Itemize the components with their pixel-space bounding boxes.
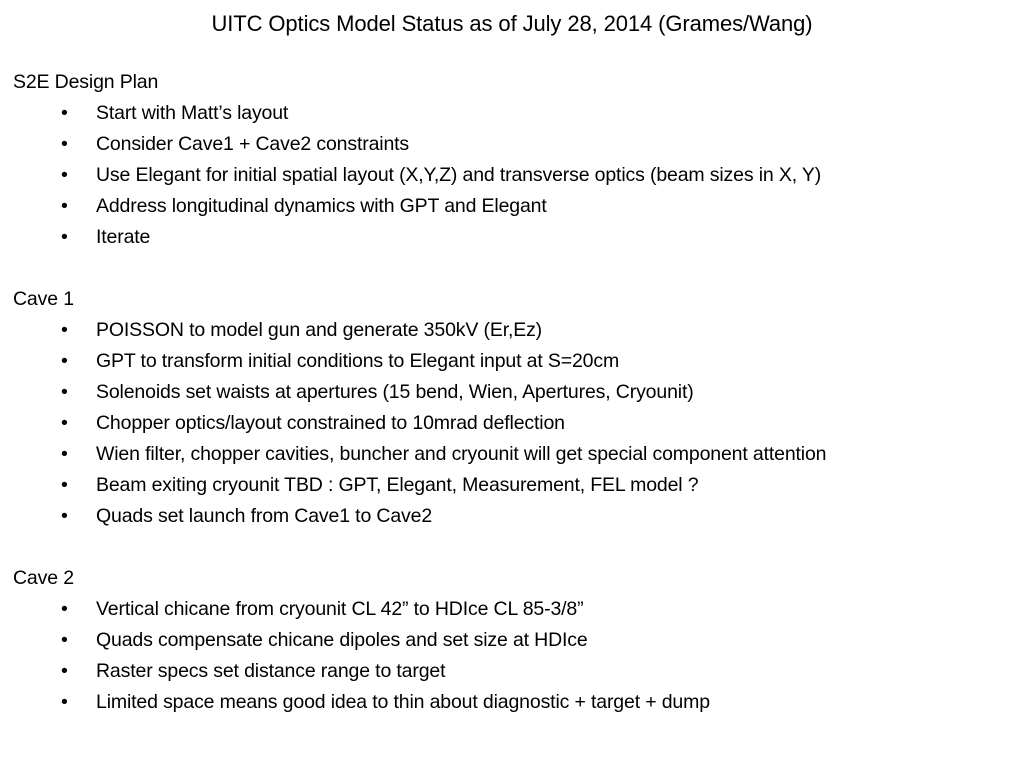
bullet-icon: •	[61, 319, 68, 341]
bullet-icon: •	[61, 412, 68, 434]
bullet-text: POISSON to model gun and generate 350kV (Er,Ez)	[96, 319, 543, 341]
bullet-item	[13, 160, 1018, 191]
bullet-icon: •	[61, 660, 68, 682]
bullet-icon: •	[61, 505, 68, 527]
bullet-icon: •	[61, 195, 68, 217]
bullet-text: Beam exiting cryounit TBD : GPT, Elegant, Measurement, FEL model ?	[96, 474, 699, 496]
bullet-item	[13, 346, 1018, 377]
section-heading-s2e-design-plan: S2E Design Plan	[13, 71, 159, 93]
bullet-text: Wien filter, chopper cavities, buncher and cryounit will get special component attention	[96, 443, 827, 465]
bullet-item	[13, 129, 1018, 160]
bullet-item	[13, 222, 1018, 253]
section-spacer	[13, 532, 1018, 563]
bullet-icon: •	[61, 598, 68, 620]
bullet-icon: •	[61, 226, 68, 248]
bullet-text: Iterate	[96, 226, 151, 248]
bullet-item	[13, 98, 1018, 129]
bullet-icon: •	[61, 474, 68, 496]
bullet-item	[13, 191, 1018, 222]
bullet-text: Vertical chicane from cryounit CL 42” to HDIce CL 85-3/8”	[96, 598, 584, 620]
bullet-icon: •	[61, 350, 68, 372]
bullet-item	[13, 656, 1018, 687]
bullet-text: Address longitudinal dynamics with GPT and Elegant	[96, 195, 547, 217]
bullet-text: Start with Matt’s layout	[96, 102, 289, 124]
bullet-text: Raster specs set distance range to target	[96, 660, 446, 682]
bullet-text: Solenoids set waists at apertures (15 bend, Wien, Apertures, Cryounit)	[96, 381, 694, 403]
bullet-item	[13, 439, 1018, 470]
bullet-text: GPT to transform initial conditions to Elegant input at S=20cm	[96, 350, 620, 372]
bullet-icon: •	[61, 443, 68, 465]
bullet-item	[13, 687, 1018, 718]
bullet-list-cave-1	[13, 315, 1018, 532]
section-spacer	[13, 253, 1018, 284]
bullet-icon: •	[61, 381, 68, 403]
bullet-text: Chopper optics/layout constrained to 10mrad deflection	[96, 412, 565, 434]
bullet-item	[13, 594, 1018, 625]
bullet-text: Quads set launch from Cave1 to Cave2	[96, 505, 433, 527]
section-heading-cave-1: Cave 1	[13, 288, 74, 310]
bullet-text: Consider Cave1 + Cave2 constraints	[96, 133, 410, 155]
bullet-icon: •	[61, 691, 68, 713]
bullet-icon: •	[61, 164, 68, 186]
bullet-item	[13, 408, 1018, 439]
bullet-text: Use Elegant for initial spatial layout (X,Y,Z) and transverse optics (beam sizes in X, Y)	[96, 164, 822, 186]
bullet-text: Limited space means good idea to thin about diagnostic + target + dump	[96, 691, 710, 713]
bullet-icon: •	[61, 102, 68, 124]
bullet-item	[13, 625, 1018, 656]
bullet-list-cave-2	[13, 594, 1018, 718]
bullet-icon: •	[61, 133, 68, 155]
bullet-item	[13, 470, 1018, 501]
bullet-icon: •	[61, 629, 68, 651]
bullet-item	[13, 377, 1018, 408]
bullet-list-s2e-design-plan	[13, 98, 1018, 253]
bullet-text: Quads compensate chicane dipoles and set size at HDIce	[96, 629, 588, 651]
slide-title: UITC Optics Model Status as of July 28, 2014 (Grames/Wang)	[211, 11, 813, 36]
bullet-item	[13, 501, 1018, 532]
section-heading-cave-2: Cave 2	[13, 567, 74, 589]
bullet-item	[13, 315, 1018, 346]
slide-body	[13, 67, 1018, 718]
